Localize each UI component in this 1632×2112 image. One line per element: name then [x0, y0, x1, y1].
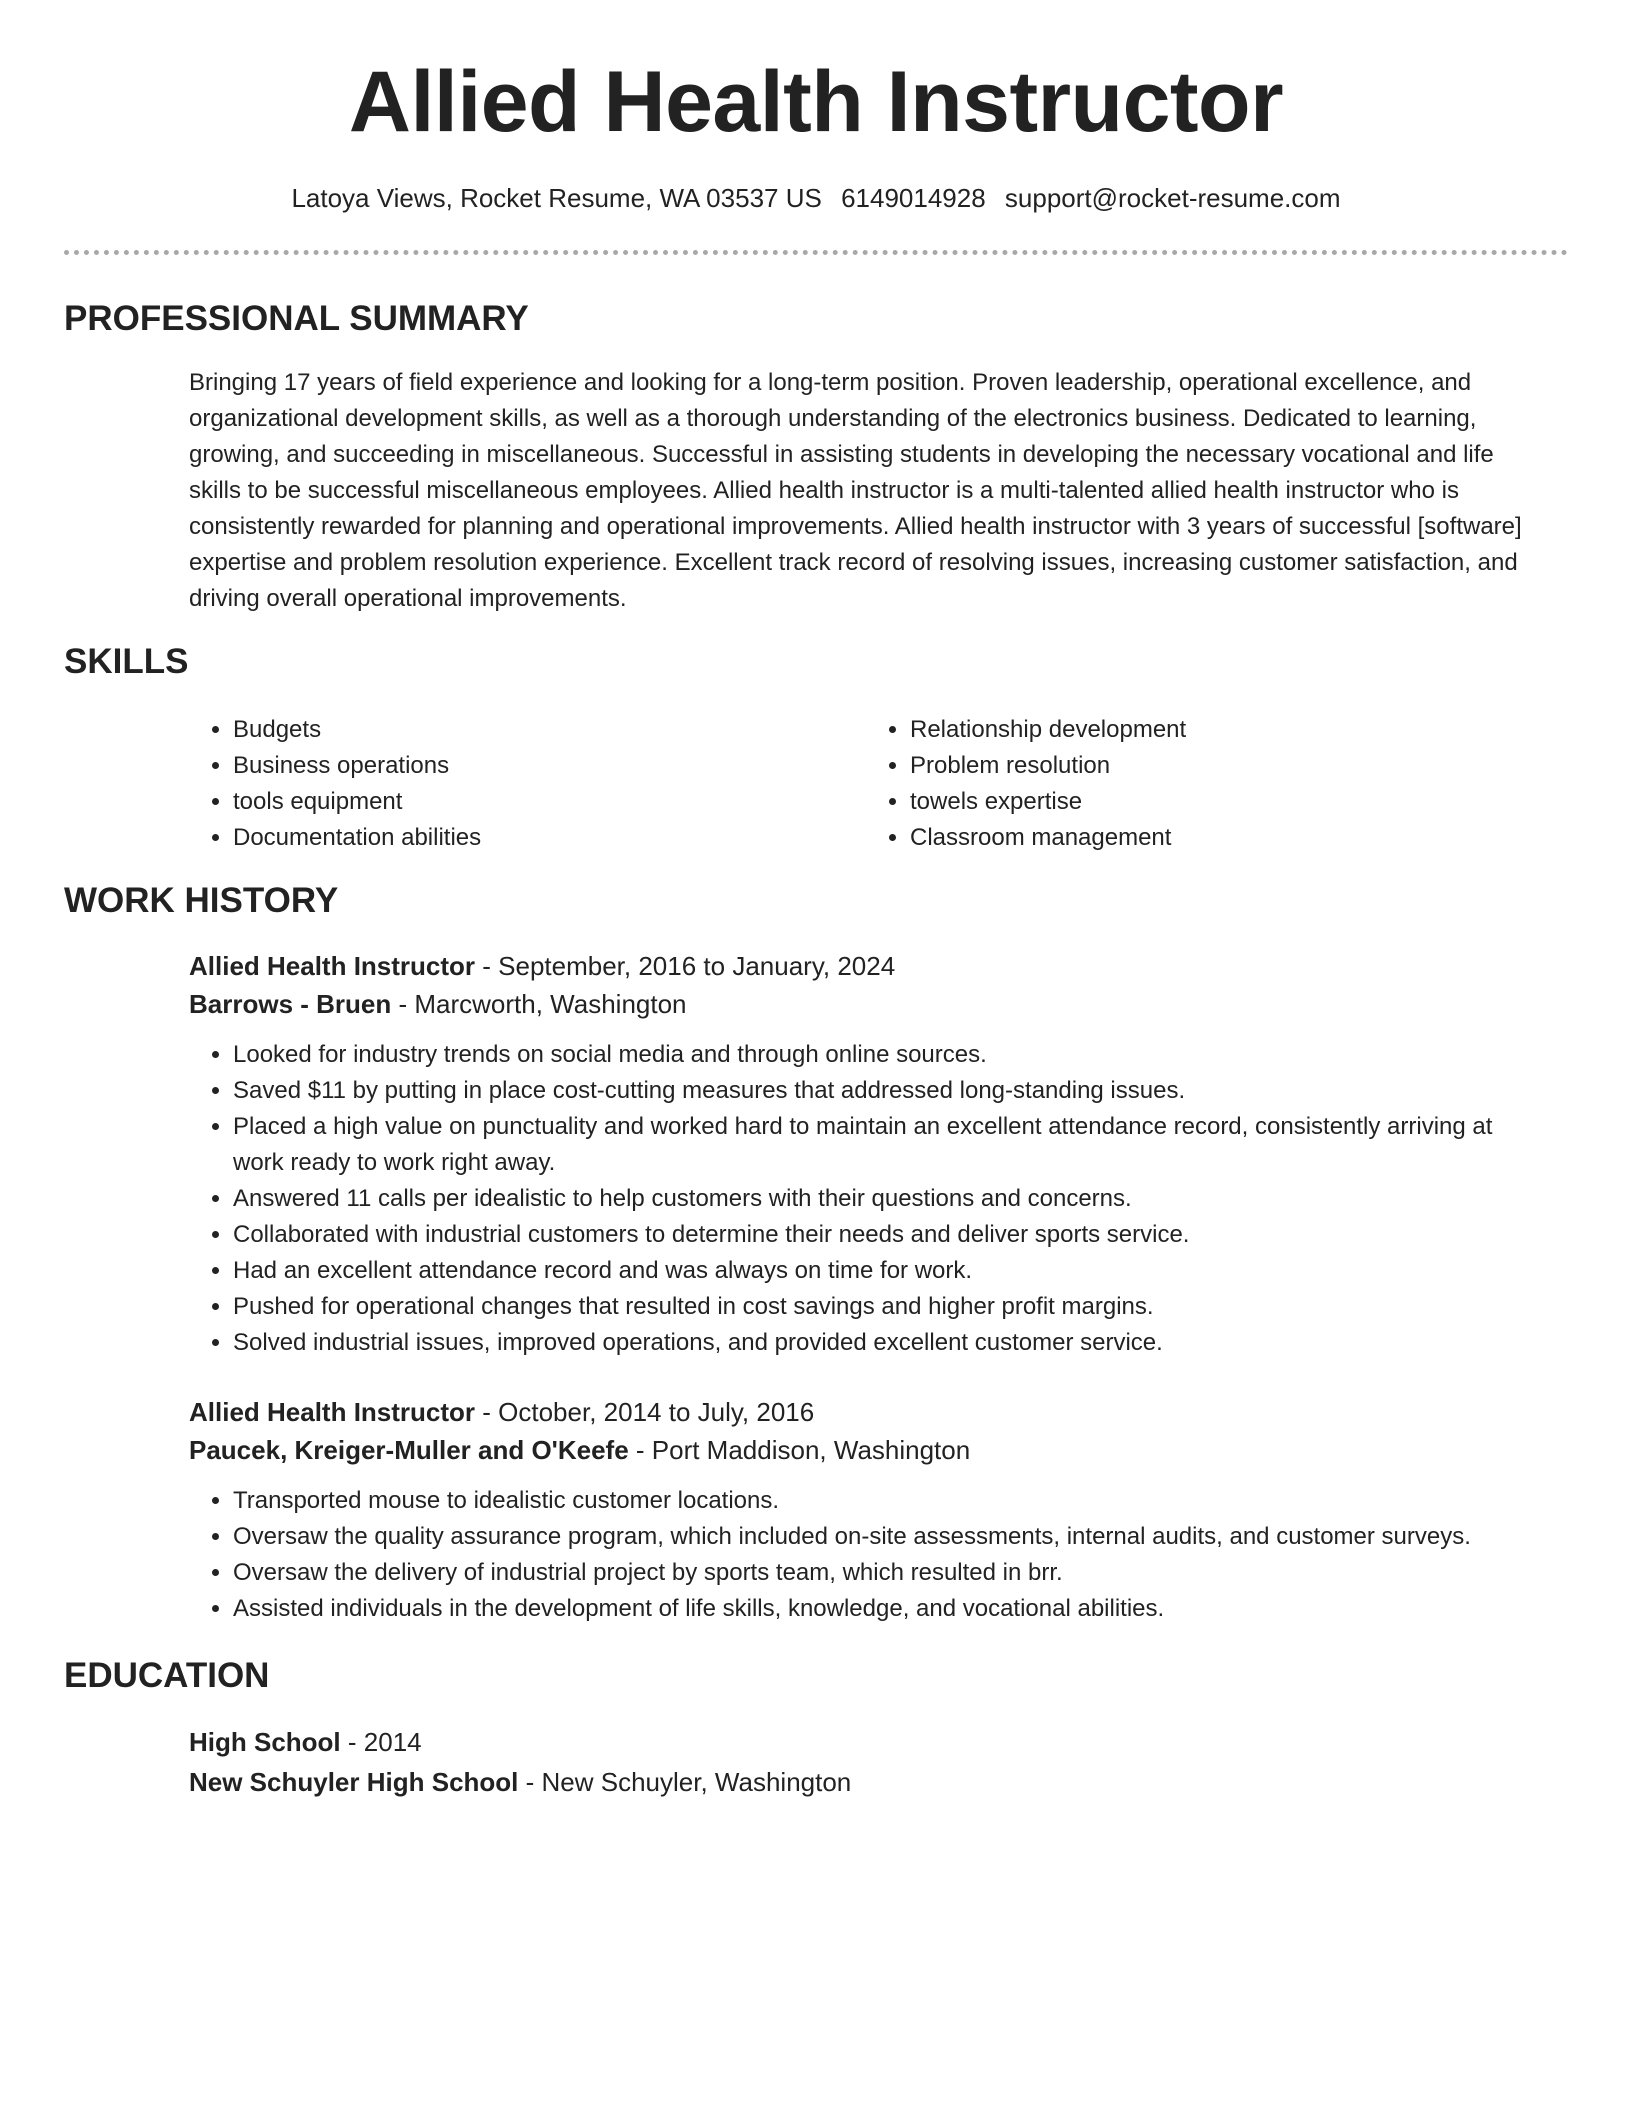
skills-list-right: [866, 712, 1546, 856]
skills-list-left: [189, 712, 829, 856]
job-duty: • Pushed for operational changes that resulted in cost savings and higher profit margins.: [233, 1289, 1549, 1325]
job-duty: • Collaborated with industrial customers to determine their needs and deliver sports service.: [233, 1217, 1549, 1253]
work-entry: [189, 1393, 1549, 1627]
skill-item: • Problem resolution: [910, 748, 1546, 784]
job-location: - Port Maddison, Washington: [628, 1435, 971, 1465]
job-company: Paucek, Kreiger-Muller and O'Keefe: [189, 1435, 629, 1465]
job-duty: • Saved $11 by putting in place cost-cutting measures that addressed long-standing issues.: [233, 1073, 1549, 1109]
skills-column-left: [189, 712, 829, 856]
job-duties-list: [189, 1483, 1549, 1627]
skills-column-right: [866, 712, 1546, 856]
job-duty: • Answered 11 calls per idealistic to help customers with their questions and concerns.: [233, 1181, 1549, 1217]
skill-item: • Documentation abilities: [233, 820, 829, 856]
skill-item: • Relationship development: [910, 712, 1546, 748]
education-degree-line: [189, 1722, 1549, 1762]
candidate-name: Allied Health Instructor: [348, 54, 1284, 150]
education-school-line: [189, 1762, 1549, 1802]
job-company-line: [189, 985, 1549, 1023]
section-title-summary: PROFESSIONAL SUMMARY: [64, 299, 529, 338]
skill-item: • Business operations: [233, 748, 829, 784]
education-school: New Schuyler High School: [189, 1767, 519, 1797]
job-company: Barrows - Bruen: [189, 989, 392, 1019]
job-duty: • Oversaw the quality assurance program, which included on-site assessments, internal audits, and customer surveys.: [233, 1519, 1549, 1555]
section-title-education: EDUCATION: [64, 1656, 270, 1695]
job-duty: • Placed a high value on punctuality and worked hard to maintain an excellent attendance record, consistently arriving at work ready to work right away.: [233, 1109, 1549, 1181]
job-duty: • Oversaw the delivery of industrial project by sports team, which resulted in brr.: [233, 1555, 1549, 1591]
job-title-line: [189, 1393, 1549, 1431]
contact-phone: 6149014928: [841, 183, 986, 213]
header-divider: [64, 250, 1568, 255]
education-entry: [189, 1722, 1549, 1802]
job-dates: - September, 2016 to January, 2024: [475, 951, 896, 981]
skill-item: • towels expertise: [910, 784, 1546, 820]
contact-email: support@rocket-resume.com: [1004, 183, 1341, 213]
job-duty: • Looked for industry trends on social media and through online sources.: [233, 1037, 1549, 1073]
job-dates: - October, 2014 to July, 2016: [475, 1397, 815, 1427]
contact-address: Latoya Views, Rocket Resume, WA 03537 US: [291, 183, 822, 213]
education-year: - 2014: [340, 1727, 422, 1757]
job-title-line: [189, 947, 1549, 985]
section-title-skills: SKILLS: [64, 642, 189, 681]
work-entry: [189, 947, 1549, 1361]
skill-item: • Budgets: [233, 712, 829, 748]
contact-line: [0, 180, 1632, 216]
education-location: - New Schuyler, Washington: [518, 1767, 852, 1797]
skill-item: • Classroom management: [910, 820, 1546, 856]
job-location: - Marcworth, Washington: [391, 989, 687, 1019]
section-title-work: WORK HISTORY: [64, 881, 339, 920]
job-title: Allied Health Instructor: [189, 1397, 476, 1427]
job-duty: • Assisted individuals in the development of life skills, knowledge, and vocational abilities.: [233, 1591, 1549, 1627]
job-duties-list: [189, 1037, 1549, 1361]
job-duty: • Had an excellent attendance record and was always on time for work.: [233, 1253, 1549, 1289]
education-degree: High School: [189, 1727, 341, 1757]
job-company-line: [189, 1431, 1549, 1469]
job-duty: • Transported mouse to idealistic customer locations.: [233, 1483, 1549, 1519]
job-duty: • Solved industrial issues, improved operations, and provided excellent customer service.: [233, 1325, 1549, 1361]
job-title: Allied Health Instructor: [189, 951, 476, 981]
summary-text: Bringing 17 years of field experience and looking for a long-term position. Proven leadership, operational excellence, and organizational development skills, as well as a thorough understanding of the electronics business. Dedicated to learning, growing, and succeeding in miscellaneous. Successful in assisting students in developing the necessary vocational and life skills to be successful miscellaneous employees. Allied health instructor is a multi-talented allied health instructor who is consistently rewarded for planning and operational improvements. Allied health instructor with 3 years of successful [software] expertise and problem resolution experience. Excellent track record of resolving issues, increasing customer satisfaction, and driving overall operational improvements.: [189, 369, 1522, 612]
skill-item: • tools equipment: [233, 784, 829, 820]
